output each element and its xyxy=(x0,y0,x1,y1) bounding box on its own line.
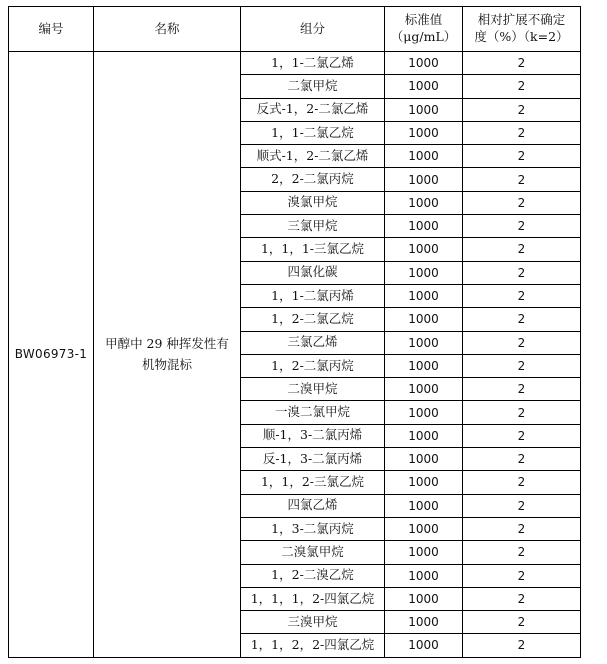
component-name: 反式-1，2-二氯乙烯 xyxy=(241,98,385,121)
standard-value: 1000 xyxy=(385,471,463,494)
standard-value: 1000 xyxy=(385,331,463,354)
uncertainty-value: 2 xyxy=(463,354,581,377)
component-name: 反-1，3-二氯丙烯 xyxy=(241,448,385,471)
standard-value: 1000 xyxy=(385,284,463,307)
standard-value: 1000 xyxy=(385,564,463,587)
component-name: 顺-1，3-二氯丙烯 xyxy=(241,424,385,447)
uncertainty-value: 2 xyxy=(463,75,581,98)
standard-value: 1000 xyxy=(385,191,463,214)
uncertainty-value: 2 xyxy=(463,98,581,121)
uncertainty-value: 2 xyxy=(463,145,581,168)
header-component: 组分 xyxy=(241,7,385,52)
component-name: 三氯甲烷 xyxy=(241,215,385,238)
component-name: 1，1-二氯丙烯 xyxy=(241,284,385,307)
standard-value: 1000 xyxy=(385,541,463,564)
component-name: 1，3-二氯丙烷 xyxy=(241,517,385,540)
component-name: 二氯甲烷 xyxy=(241,75,385,98)
uncertainty-value: 2 xyxy=(463,424,581,447)
uncertainty-value: 2 xyxy=(463,52,581,75)
component-name: 四氯化碳 xyxy=(241,261,385,284)
standard-value: 1000 xyxy=(385,634,463,657)
standard-value: 1000 xyxy=(385,587,463,610)
component-name: 1，1，1-三氯乙烷 xyxy=(241,238,385,261)
standard-value: 1000 xyxy=(385,261,463,284)
component-name: 三氯乙烯 xyxy=(241,331,385,354)
header-uncertainty-label-cont: 度（%）（k=2） xyxy=(474,29,569,44)
header-code: 编号 xyxy=(9,7,94,52)
component-name: 1，1，2，2-四氯乙烷 xyxy=(241,634,385,657)
component-name: 顺式-1，2-二氯乙烯 xyxy=(241,145,385,168)
standard-value: 1000 xyxy=(385,308,463,331)
standard-value: 1000 xyxy=(385,517,463,540)
standard-value: 1000 xyxy=(385,401,463,424)
standard-value: 1000 xyxy=(385,75,463,98)
component-name: 溴氯甲烷 xyxy=(241,191,385,214)
table-body xyxy=(9,52,581,658)
uncertainty-value: 2 xyxy=(463,378,581,401)
standard-value: 1000 xyxy=(385,354,463,377)
component-name: 1，2-二氯丙烷 xyxy=(241,354,385,377)
uncertainty-value: 2 xyxy=(463,494,581,517)
standard-value: 1000 xyxy=(385,378,463,401)
standard-value: 1000 xyxy=(385,98,463,121)
uncertainty-value: 2 xyxy=(463,308,581,331)
uncertainty-value: 2 xyxy=(463,517,581,540)
uncertainty-value: 2 xyxy=(463,168,581,191)
component-name: 1，1-二氯乙烷 xyxy=(241,121,385,144)
uncertainty-value: 2 xyxy=(463,191,581,214)
component-name: 一溴二氯甲烷 xyxy=(241,401,385,424)
component-name: 1，2-二氯乙烷 xyxy=(241,308,385,331)
component-name: 1，1-二氯乙烯 xyxy=(241,52,385,75)
standard-value: 1000 xyxy=(385,145,463,168)
component-name: 二溴甲烷 xyxy=(241,378,385,401)
component-name: 1，1，1，2-四氯乙烷 xyxy=(241,587,385,610)
table-row xyxy=(9,52,581,75)
standard-value: 1000 xyxy=(385,121,463,144)
component-name: 三溴甲烷 xyxy=(241,611,385,634)
uncertainty-value: 2 xyxy=(463,587,581,610)
component-name: 二溴氯甲烷 xyxy=(241,541,385,564)
header-standard-value-label: 标准值 xyxy=(404,12,443,28)
header-name: 名称 xyxy=(94,7,241,52)
uncertainty-value: 2 xyxy=(463,121,581,144)
header-uncertainty xyxy=(463,7,581,52)
standard-value: 1000 xyxy=(385,52,463,75)
header-standard-value-unit: （μg/mL） xyxy=(390,29,457,44)
uncertainty-value: 2 xyxy=(463,634,581,657)
component-name: 2，2-二氯丙烷 xyxy=(241,168,385,191)
uncertainty-value: 2 xyxy=(463,564,581,587)
uncertainty-value: 2 xyxy=(463,284,581,307)
uncertainty-value: 2 xyxy=(463,471,581,494)
product-code: BW06973-1 xyxy=(9,52,94,658)
component-name: 1，2-二溴乙烷 xyxy=(241,564,385,587)
product-name: 甲醇中 29 种挥发性有机物混标 xyxy=(94,52,241,658)
uncertainty-value: 2 xyxy=(463,261,581,284)
uncertainty-value: 2 xyxy=(463,541,581,564)
uncertainty-value: 2 xyxy=(463,215,581,238)
header-row xyxy=(9,7,581,52)
uncertainty-value: 2 xyxy=(463,401,581,424)
header-uncertainty-label: 相对扩展不确定 xyxy=(477,12,566,28)
standard-value: 1000 xyxy=(385,448,463,471)
uncertainty-value: 2 xyxy=(463,611,581,634)
standard-value: 1000 xyxy=(385,215,463,238)
standard-value: 1000 xyxy=(385,494,463,517)
standard-value: 1000 xyxy=(385,424,463,447)
standard-value: 1000 xyxy=(385,168,463,191)
header-standard-value xyxy=(385,7,463,52)
table-header xyxy=(9,7,581,52)
standard-mixture-table xyxy=(8,6,581,658)
uncertainty-value: 2 xyxy=(463,331,581,354)
component-name: 四氯乙烯 xyxy=(241,494,385,517)
standard-value: 1000 xyxy=(385,238,463,261)
standard-value: 1000 xyxy=(385,611,463,634)
component-name: 1，1，2-三氯乙烷 xyxy=(241,471,385,494)
uncertainty-value: 2 xyxy=(463,448,581,471)
uncertainty-value: 2 xyxy=(463,238,581,261)
